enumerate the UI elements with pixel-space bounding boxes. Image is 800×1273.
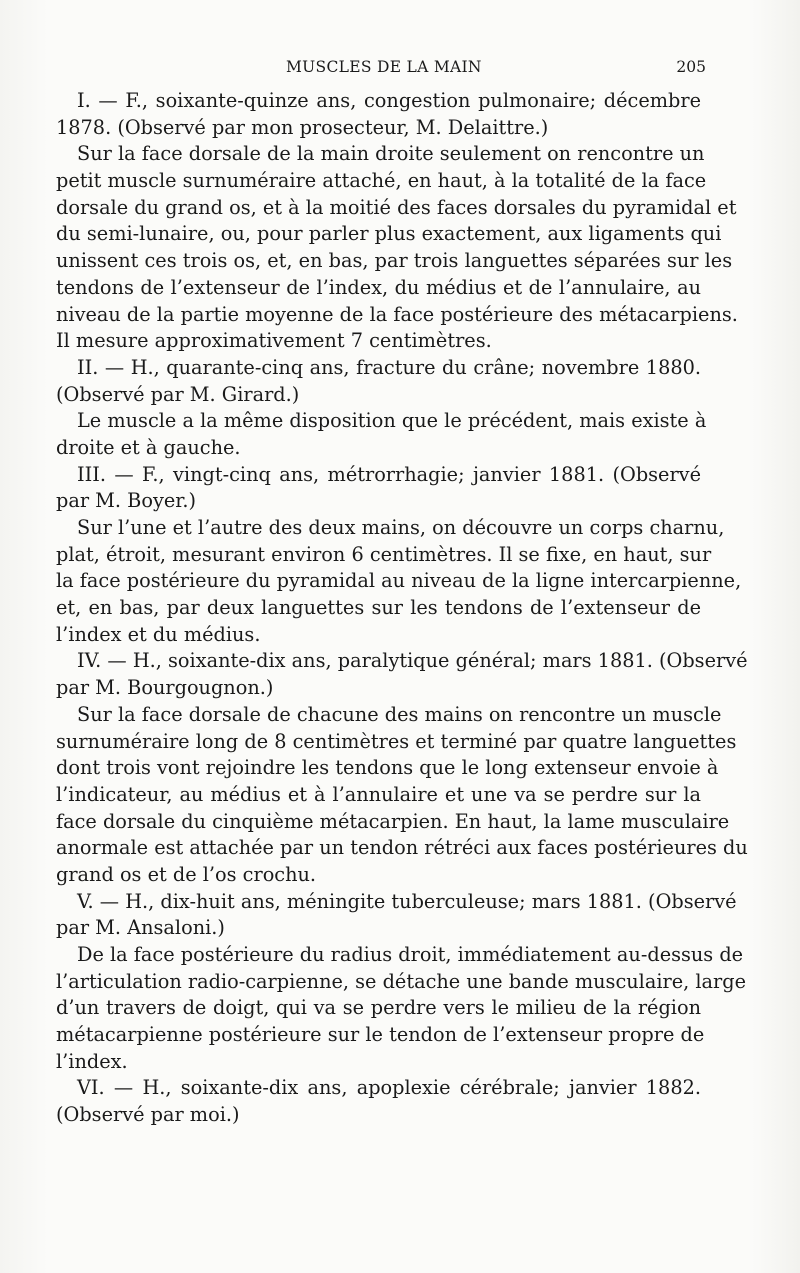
text-line: du semi-lunaire, ou, pour parler plus exactement, aux ligaments qui <box>56 222 722 246</box>
text-line: grand os et de l’os crochu. <box>56 862 317 886</box>
text-line: métacarpienne postérieure sur le tendon de l’extenseur propre de <box>56 1023 705 1047</box>
text-line: unissent ces trois os, et, en bas, par trois languettes séparées sur les <box>56 249 733 273</box>
text-line: dont trois vont rejoindre les tendons que le long extenseur envoie à <box>56 756 719 780</box>
text-line: l’indicateur, au médius et à l’annulaire et une va se perdre sur la <box>56 782 701 806</box>
text-line: l’index. <box>56 1049 128 1073</box>
text-line: IV. — H., soixante-dix ans, paralytique général; mars 1881. (Observé <box>77 649 748 673</box>
text-line: Il mesure approximativement 7 centimètres. <box>56 329 492 353</box>
text-line: (Observé par M. Girard.) <box>56 382 300 406</box>
text-line: anormale est attachée par un tendon rétréci aux faces postérieures du <box>56 836 748 860</box>
text-line: niveau de la partie moyenne de la face postérieure des métacarpiens. <box>56 302 738 326</box>
text-line: II. — H., quarante-cinq ans, fracture du crâne; novembre 1880. <box>77 355 701 379</box>
text-line: III. — F., vingt-cinq ans, métrorrhagie; janvier 1881. (Observé <box>77 462 701 486</box>
text-line: droite et à gauche. <box>56 435 241 459</box>
running-head <box>56 58 706 80</box>
text-line: face dorsale du cinquième métacarpien. En haut, la lame musculaire <box>56 809 730 833</box>
text-line: Sur l’une et l’autre des deux mains, on découvre un corps charnu, <box>77 516 725 539</box>
text-line: l’index et du médius. <box>56 622 261 646</box>
text-line: dorsale du grand os, et à la moitié des faces dorsales du pyramidal et <box>56 195 737 219</box>
text-line: tendons de l’extenseur de l’index, du médius et de l’annulaire, au <box>56 275 701 299</box>
text-line: et, en bas, par deux languettes sur les tendons de l’extenseur de <box>56 596 701 620</box>
text-line: V. — H., dix-huit ans, méningite tuberculeuse; mars 1881. (Observé <box>77 889 737 913</box>
text-line: (Observé par moi.) <box>56 1103 240 1127</box>
text-line: I. — F., soixante-quinze ans, congestion pulmonaire; décembre <box>77 89 701 112</box>
text-line: VI. — H., soixante-dix ans, apoplexie cérébrale; janvier 1882. <box>77 1076 701 1100</box>
text-line: 1878. (Observé par mon prosecteur, M. Delaittre.) <box>56 115 549 139</box>
text-line: Sur la face dorsale de chacune des mains on rencontre un muscle <box>77 702 722 726</box>
text-line: De la face postérieure du radius droit, immédiatement au-dessus de <box>77 943 744 966</box>
text-line: par M. Ansaloni.) <box>56 916 225 940</box>
text-line: petit muscle surnuméraire attaché, en haut, à la totalité de la face <box>56 169 707 193</box>
text-line: la face postérieure du pyramidal au niveau de la ligne intercarpienne, <box>56 569 742 593</box>
text-line: l’articulation radio-carpienne, se détache une bande musculaire, large <box>56 969 747 993</box>
text-line: d’un travers de doigt, qui va se perdre vers le milieu de la région <box>56 996 701 1020</box>
running-title: MUSCLES DE LA MAIN <box>286 58 482 76</box>
text-line: Sur la face dorsale de la main droite seulement on rencontre un <box>77 142 705 166</box>
text-line: par M. Boyer.) <box>56 489 197 513</box>
text-line: Le muscle a la même disposition que le précédent, mais existe à <box>77 409 707 433</box>
page-number: 205 <box>676 58 706 76</box>
text-line: par M. Bourgougnon.) <box>56 676 274 700</box>
text-line: surnuméraire long de 8 centimètres et terminé par quatre languettes <box>56 729 737 753</box>
body-text <box>56 88 748 1129</box>
text-line: plat, étroit, mesurant environ 6 centimètres. Il se fixe, en haut, sur <box>56 542 712 566</box>
